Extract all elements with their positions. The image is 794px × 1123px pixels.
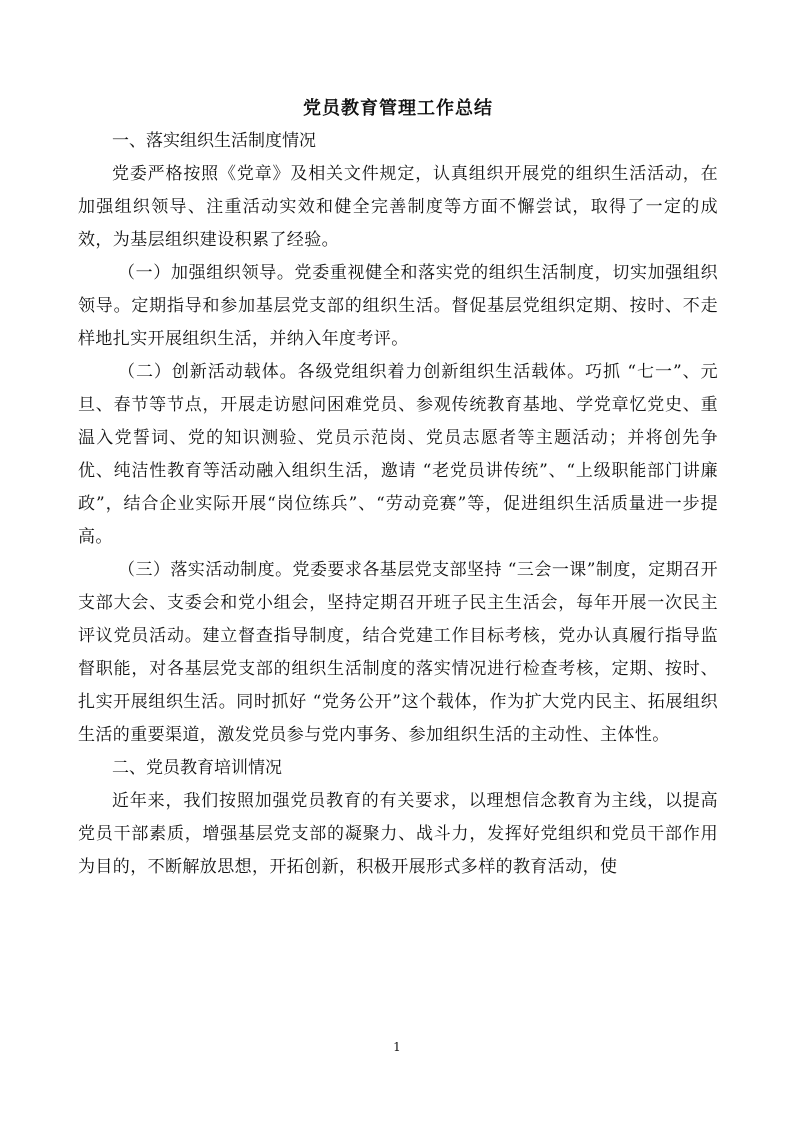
document-title: 党员教育管理工作总结 <box>303 98 493 119</box>
section-1-paragraph-leadership: （一）加强组织领导。党委重视健全和落实党的组织生活制度，切实加强组织领导。定期指导和参加基层党支部的组织生活。督促基层党组织定期、按时、不走样地扎实开展组织生活，并纳入年度考评。 <box>78 263 718 349</box>
section-heading-1: 一、落实组织生活制度情况 <box>112 131 316 151</box>
section-heading-2: 二、党员教育培训情况 <box>112 758 282 778</box>
section-1-paragraph-system: （三）落实活动制度。党委要求各基层党支部坚持 “三会一课”制度，定期召开支部大会、支委会和党小组会，坚持定期召开班子民主生活会，每年开展一次民主评议党员活动。建立督查指导制度，结合党建工作目标考核，党办认真履行指导监督职能，对各基层党支部的组织生活制度的落实情况进行检查考核，定期、按时、扎实开展组织生活。同时抓好 “党务公开”这个载体，作为扩大党内民主、拓展组织生活的重要渠道，激发党员参与党内事务、参加组织生活的主动性、主体性。 <box>78 560 718 745</box>
section-1-paragraph-activities: （二）创新活动载体。各级党组织着力创新组织生活载体。巧抓 “七一”、元旦、春节等节点，开展走访慰问困难党员、参观传统教育基地、学党章忆党史、重温入党誓词、党的知识测验、党员示范岗、党员志愿者等主题活动；并将创先争优、纯洁性教育等活动融入组织生活，邀请 “老党员讲传统”、“上级职能部门讲廉政”，结合企业实际开展“岗位练兵”、“劳动竞赛”等，促进组织生活质量进一步提高。 <box>78 362 718 547</box>
section-1-paragraph-intro: 党委严格按照《党章》及相关文件规定，认真组织开展党的组织生活活动，在加强组织领导、注重活动实效和健全完善制度等方面不懈尝试，取得了一定的成效，为基层组织建设积累了经验。 <box>78 164 718 250</box>
section-2-paragraph-training: 近年来，我们按照加强党员教育的有关要求，以理想信念教育为主线，以提高党员干部素质，增强基层党支部的凝聚力、战斗力，发挥好党组织和党员干部作用为目的，不断解放思想，开拓创新，积极开展形式多样的教育活动，使 <box>78 791 718 877</box>
document-body <box>78 92 718 884</box>
page-number: 1 <box>393 1040 401 1054</box>
